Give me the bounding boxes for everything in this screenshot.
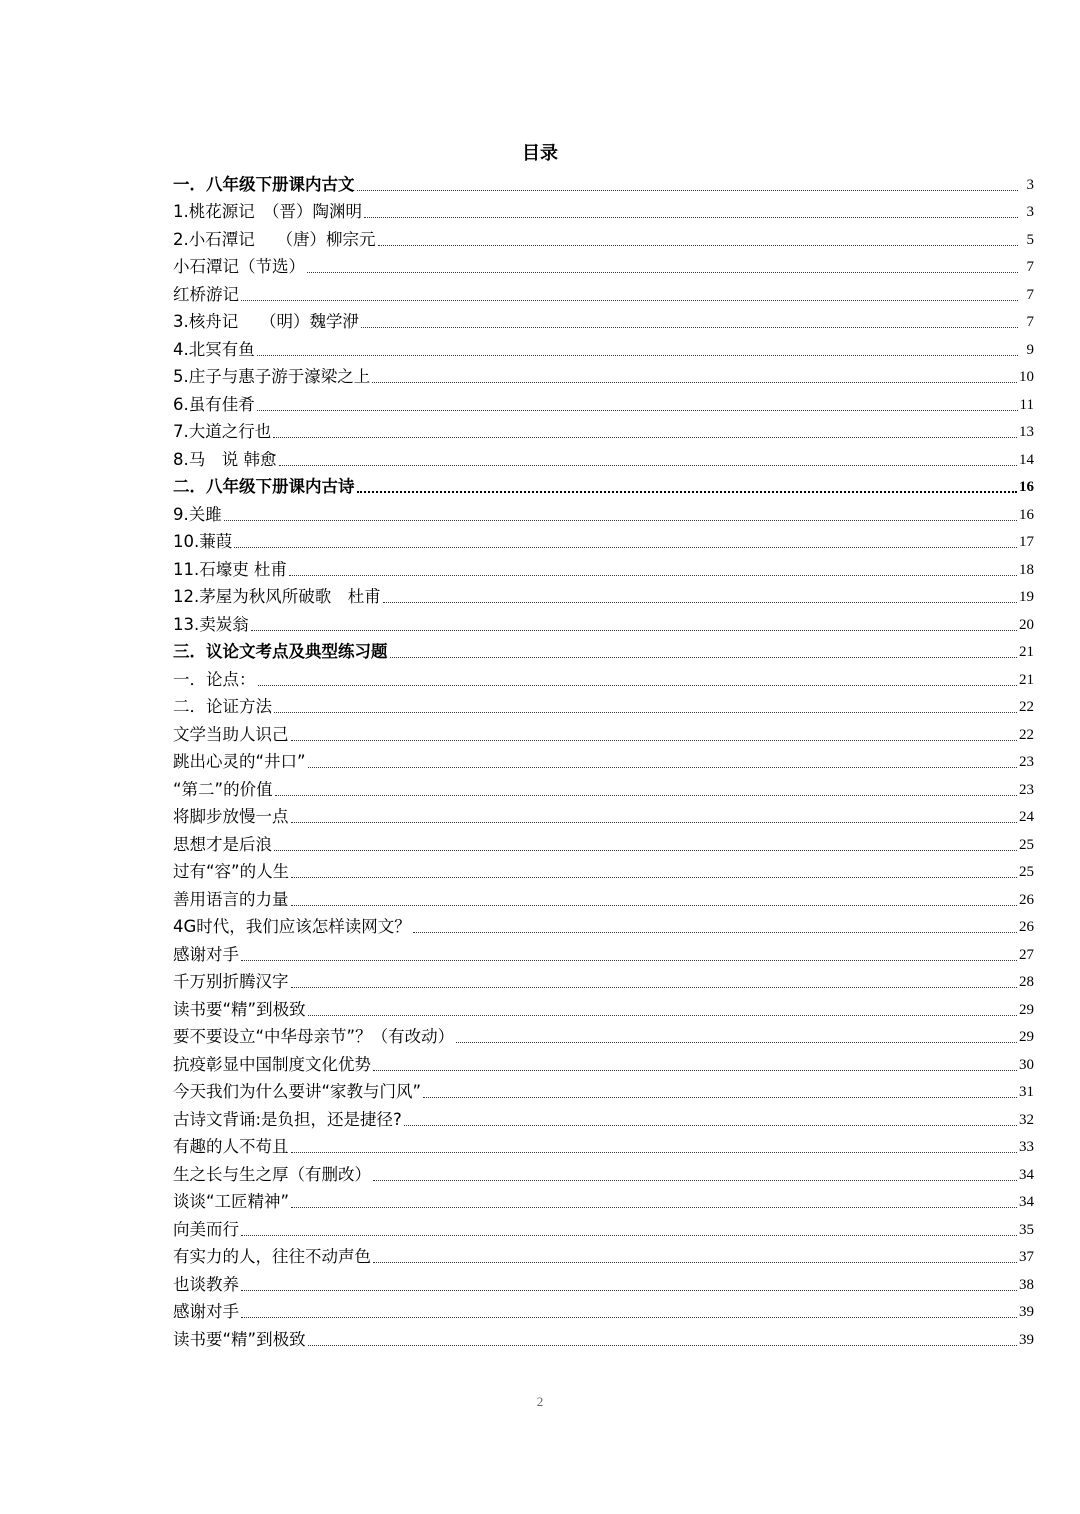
toc-entry-title: 读书要“精”到极致 [173,1329,306,1349]
toc-entry[interactable] [173,938,1034,966]
toc-entry-page-number: 38 [1019,1276,1034,1293]
toc-entry-page-number: 39 [1019,1331,1034,1348]
toc-entry[interactable] [173,1268,1034,1296]
toc-entry-page-number: 24 [1019,809,1034,825]
toc-entry-page-number: 23 [1019,754,1034,770]
toc-entry-page-number: 10 [1019,369,1034,385]
toc-dot-leader [291,1152,1018,1153]
toc-entry[interactable] [173,1048,1034,1076]
toc-entry-title: 13.卖炭翁 [173,614,249,634]
toc-entry-title: 今天我们为什么要讲“家教与门风” [173,1082,422,1101]
toc-dot-leader [241,1235,1017,1236]
toc-dot-leader [308,767,1017,768]
toc-entry-title: 谈谈“工匠精神” [173,1192,290,1211]
toc-entry[interactable] [173,1076,1034,1104]
toc-entry-page-number: 14 [1019,451,1034,468]
toc-entry[interactable] [173,966,1034,994]
toc-entry-page-number: 3 [1026,204,1034,220]
toc-entry-title: 感谢对手 [173,1302,239,1321]
toc-entry-page-number: 31 [1019,1084,1034,1100]
toc-entry-title: 5.庄子与惠子游于濠梁之上 [173,367,371,386]
toc-entry-title: 善用语言的力量 [173,889,289,909]
toc-dot-leader [291,987,1018,988]
toc-entry-page-number: 27 [1019,946,1034,963]
toc-dot-leader [291,740,1018,741]
toc-entry-page-number: 28 [1019,974,1034,990]
toc-dot-leader [257,355,1018,356]
toc-entry[interactable] [173,1021,1034,1049]
toc-entry[interactable] [173,1296,1034,1324]
toc-entry[interactable] [173,278,1034,306]
toc-entry-page-number: 23 [1019,781,1034,798]
toc-entry[interactable] [173,663,1034,691]
toc-dot-leader [241,300,1018,301]
toc-dot-leader [291,822,1018,823]
toc-entry-title: 生之长与生之厚（有删改） [173,1164,371,1184]
toc-entry-page-number: 7 [1026,286,1034,303]
toc-dot-leader [357,491,1018,493]
toc-dot-leader [257,410,1018,411]
toc-entry-title: 古诗文背诵:是负担，还是捷径? [173,1109,402,1129]
toc-entry-title: 千万别折腾汉字 [173,972,289,991]
toc-entry-title: 向美而行 [173,1219,239,1239]
toc-entry[interactable] [173,498,1034,526]
toc-dot-leader [289,575,1017,576]
toc-entry-page-number: 32 [1019,1111,1034,1128]
toc-entry-page-number: 5 [1026,231,1034,248]
toc-entry-title: 3.核舟记 （明）魏学洢 [173,312,359,331]
toc-entry-page-number: 21 [1019,644,1034,660]
toc-entry-title: 11.石壕吏 杜甫 [173,559,287,579]
toc-section-heading[interactable] [173,471,1034,499]
toc-entry[interactable] [173,196,1034,224]
toc-dot-leader [390,657,1018,658]
toc-entry[interactable] [173,361,1034,389]
toc-entry-page-number: 39 [1019,1304,1034,1320]
toc-entry-page-number: 37 [1019,1249,1034,1265]
toc-dot-leader [273,437,1017,438]
toc-entry-title: 小石潭记（节选） [173,257,305,276]
toc-entry-page-number: 9 [1026,341,1034,358]
toc-entry-page-number: 26 [1019,891,1034,908]
toc-entry[interactable] [173,883,1034,911]
toc-entry-title: 抗疫彰显中国制度文化优势 [173,1054,371,1074]
toc-dot-leader [224,520,1017,521]
toc-entry[interactable] [173,388,1034,416]
toc-dot-leader [456,1042,1017,1043]
toc-dot-leader [258,685,1018,686]
toc-entry-page-number: 20 [1019,616,1034,633]
toc-dot-leader [241,960,1017,961]
toc-entry-page-number: 3 [1026,176,1034,193]
toc-entry-title: 感谢对手 [173,944,239,964]
toc-dot-leader [423,1097,1017,1098]
toc-entry-page-number: 29 [1019,1029,1034,1045]
toc-entry[interactable] [173,553,1034,581]
toc-dot-leader [274,712,1017,713]
toc-entry[interactable] [173,306,1034,334]
page-title: 目录 [522,143,558,164]
toc-entry-page-number: 16 [1019,479,1034,495]
toc-entry-page-number: 30 [1019,1056,1034,1073]
toc-dot-leader [364,217,1018,218]
toc-dot-leader [372,382,1017,383]
toc-entry-page-number: 18 [1019,561,1034,578]
toc-entry-page-number: 33 [1019,1139,1034,1155]
toc-dot-leader [378,245,1019,246]
toc-entry-page-number: 13 [1019,424,1034,440]
table-of-contents [173,168,1034,1351]
toc-dot-leader [361,327,1018,328]
toc-entry[interactable] [173,443,1034,471]
toc-entry-title: 4G时代，我们应该怎样读网文？ [173,917,411,936]
toc-entry-page-number: 29 [1019,1001,1034,1018]
toc-dot-leader [383,602,1017,603]
toc-entry-title: 思想才是后浪 [173,834,272,854]
toc-entry-title: 也谈教养 [173,1274,239,1294]
toc-entry[interactable] [173,1186,1034,1214]
toc-entry[interactable] [173,251,1034,279]
toc-dot-leader [241,1290,1017,1291]
toc-entry[interactable] [173,1158,1034,1186]
toc-entry-title: 读书要“精”到极致 [173,999,306,1019]
toc-entry-page-number: 22 [1019,699,1034,715]
toc-entry-title: 8.马 说 韩愈 [173,449,277,469]
toc-entry-page-number: 25 [1019,836,1034,853]
toc-dot-leader [274,850,1017,851]
toc-entry-title: 二．八年级下册课内古诗 [173,477,355,496]
toc-entry[interactable] [173,1241,1034,1269]
toc-entry-title: 跳出心灵的“井口” [173,752,306,771]
toc-entry[interactable] [173,1103,1034,1131]
toc-entry-title: 有趣的人不苟且 [173,1137,289,1156]
toc-entry-page-number: 34 [1019,1166,1034,1183]
toc-entry[interactable] [173,691,1034,719]
toc-entry[interactable] [173,333,1034,361]
toc-dot-leader [307,272,1018,273]
toc-dot-leader [308,1015,1017,1016]
toc-entry[interactable] [173,526,1034,554]
toc-entry[interactable] [173,1131,1034,1159]
toc-entry-title: 文学当助人识己 [173,724,289,744]
toc-entry-page-number: 25 [1019,864,1034,880]
toc-section-heading[interactable] [173,636,1034,664]
toc-dot-leader [357,190,1019,191]
toc-entry[interactable] [173,993,1034,1021]
toc-entry-title: 一．论点： [173,669,256,689]
toc-entry-page-number: 21 [1019,671,1034,688]
toc-entry-title: 要不要设立“中华母亲节”？（有改动） [173,1027,455,1046]
toc-dot-leader [234,547,1017,548]
toc-dot-leader [291,1207,1017,1208]
toc-entry[interactable] [173,416,1034,444]
toc-entry-title: 12.茅屋为秋风所破歌 杜甫 [173,587,381,606]
toc-dot-leader [291,905,1018,906]
toc-entry-page-number: 7 [1026,314,1034,330]
toc-dot-leader [279,465,1018,466]
toc-entry[interactable] [173,1213,1034,1241]
page-number: 2 [536,1394,544,1409]
toc-entry-page-number: 19 [1019,589,1034,605]
toc-dot-leader [291,877,1017,878]
toc-dot-leader [251,630,1017,631]
toc-entry[interactable] [173,1323,1034,1351]
toc-entry[interactable] [173,911,1034,939]
toc-dot-leader [373,1262,1017,1263]
toc-entry-title: 10.蒹葭 [173,532,233,551]
toc-entry[interactable] [173,801,1034,829]
toc-dot-leader [241,1317,1017,1318]
toc-entry-title: 红桥游记 [173,284,239,304]
toc-entry-page-number: 34 [1019,1194,1034,1210]
toc-entry-title: 将脚步放慢一点 [173,807,289,826]
toc-entry-page-number: 7 [1026,259,1034,275]
toc-entry-page-number: 35 [1019,1221,1034,1238]
toc-entry-title: 一．八年级下册课内古文 [173,174,355,194]
toc-entry-title: 6.虽有佳肴 [173,394,255,414]
toc-entry-page-number: 16 [1019,506,1034,523]
toc-dot-leader [404,1125,1017,1126]
toc-entry-title: 4.北冥有鱼 [173,339,255,359]
toc-entry[interactable] [173,608,1034,636]
toc-entry[interactable] [173,718,1034,746]
toc-entry-title: 有实力的人，往往不动声色 [173,1247,371,1266]
toc-entry[interactable] [173,581,1034,609]
toc-entry-page-number: 22 [1019,726,1034,743]
toc-entry-page-number: 17 [1019,534,1034,550]
toc-dot-leader [308,1345,1017,1346]
toc-entry[interactable] [173,746,1034,774]
toc-entry-title: 过有“容”的人生 [173,862,290,881]
toc-entry-title: 二．论证方法 [173,697,272,716]
toc-entry-title: 三．议论文考点及典型练习题 [173,642,388,661]
toc-dot-leader [373,1070,1017,1071]
toc-entry-title: 2.小石潭记 （唐）柳宗元 [173,229,376,249]
toc-entry[interactable] [173,856,1034,884]
toc-dot-leader [373,1180,1017,1181]
toc-entry-page-number: 26 [1019,919,1034,935]
toc-entry-title: 7.大道之行也 [173,422,272,441]
toc-section-heading[interactable] [173,168,1034,196]
toc-entry-title: 1.桃花源记 （晋）陶渊明 [173,202,362,221]
toc-entry[interactable] [173,223,1034,251]
toc-entry-title: “第二”的价值 [173,779,273,799]
toc-entry[interactable] [173,773,1034,801]
toc-entry[interactable] [173,828,1034,856]
toc-dot-leader [275,795,1017,796]
toc-dot-leader [413,932,1017,933]
toc-entry-title: 9.关雎 [173,504,222,524]
toc-entry-page-number: 11 [1019,396,1034,413]
